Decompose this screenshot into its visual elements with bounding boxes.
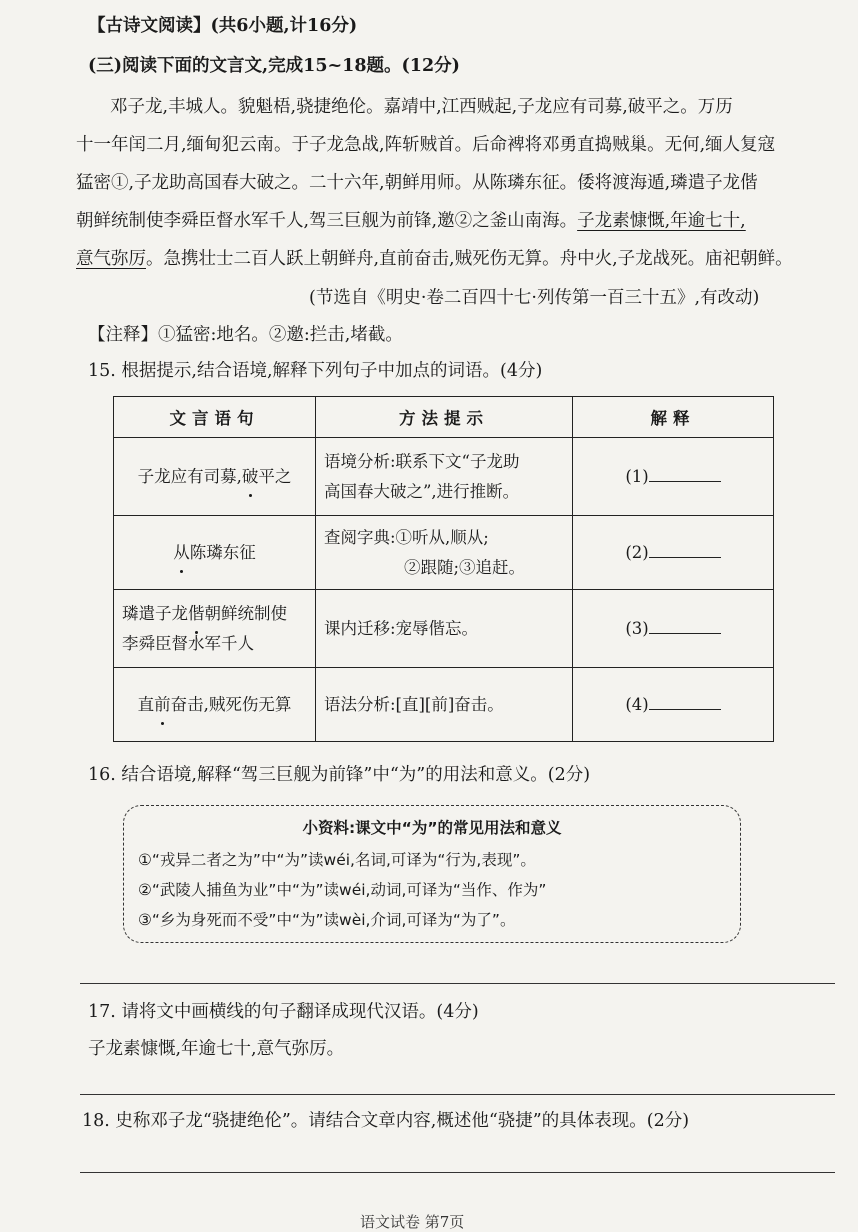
answer-blank-2[interactable]	[649, 541, 721, 558]
table-row	[114, 668, 774, 742]
answer-blank-4[interactable]	[649, 693, 721, 710]
passage-line-5	[76, 247, 793, 271]
answer-blank-1[interactable]	[649, 465, 721, 482]
row-sentence: 直前奋击,贼死伤无算	[114, 668, 316, 742]
row-hint: 查阅字典:①听从,顺从; ②跟随;③追赶。	[316, 516, 573, 590]
info-item-1: ①“戎异二者之为”中“为”读wéi,名词,可译为“行为,表现”。	[138, 851, 536, 869]
dotted-word: 从	[173, 538, 190, 568]
table-row	[114, 438, 774, 516]
answer-blank-3[interactable]	[649, 617, 721, 634]
dotted-word: 前	[154, 690, 171, 720]
sub-header: (三)阅读下面的文言文,完成15~18题。(12分)	[88, 56, 460, 76]
table-header-row	[114, 397, 774, 438]
row-sentence: 从陈璘东征	[114, 516, 316, 590]
passage-line-4	[76, 209, 746, 233]
info-box-title: 小资料:课文中“为”的常见用法和意义	[302, 819, 562, 837]
q17-prompt: 17. 请将文中画横线的句子翻译成现代汉语。(4分)	[88, 1002, 479, 1022]
q17-sentence: 子龙素慷慨,年逾七十,意气弥厉。	[88, 1039, 345, 1059]
passage-source: (节选自《明史·卷二百四十七·列传第一百三十五》,有改动)	[309, 288, 760, 308]
info-box	[123, 805, 741, 943]
answer-line-q16[interactable]	[80, 983, 835, 984]
page-footer: 语文试卷 第7页	[360, 1213, 465, 1231]
table-row	[114, 590, 774, 668]
q16-prompt: 16. 结合语境,解释“驾三巨舰为前锋”中“为”的用法和意义。(2分)	[88, 765, 591, 785]
passage-line-4-text: 朝鲜统制使李舜臣督水军千人,驾三巨舰为前锋,邀②之釜山南海。	[76, 211, 578, 231]
row-answer: (1)	[573, 438, 774, 516]
passage-line-1: 邓子龙,丰城人。貌魁梧,骁捷绝伦。嘉靖中,江西贼起,子龙应有司募,破平之。万历	[110, 97, 733, 117]
header-answer: 解释	[573, 397, 774, 438]
notes: 【注释】①猛密:地名。②邀:拦击,堵截。	[88, 325, 403, 345]
info-item-3: ③“乡为身死而不受”中“为”读wèi,介词,可译为“为了”。	[138, 911, 516, 929]
info-item-2: ②“武陵人捕鱼为业”中“为”读wéi,动词,可译为“当作、作为”	[138, 881, 547, 899]
header-method: 方法提示	[316, 397, 573, 438]
section-header: 【古诗文阅读】(共6小题,计16分)	[88, 16, 358, 36]
row-sentence: 璘遣子龙偕朝鲜统制使 李舜臣督水军千人	[114, 590, 316, 668]
table-row	[114, 516, 774, 590]
underlined-sentence-part-2: 意气弥厉	[76, 249, 146, 269]
row-hint: 课内迁移:宠辱偕忘。	[316, 590, 573, 668]
answer-line-q17[interactable]	[80, 1094, 835, 1095]
row-sentence: 子龙应有司募,破平之	[114, 438, 316, 516]
row-answer: (2)	[573, 516, 774, 590]
passage-line-2: 十一年闰二月,缅甸犯云南。于子龙急战,阵斩贼首。后命裨将邓勇直捣贼巢。无何,缅人复寇	[76, 135, 776, 155]
passage-line-5-text: 。急携壮士二百人跃上朝鲜舟,直前奋击,贼死伤无算。舟中火,子龙战死。庙祀朝鲜。	[146, 249, 793, 269]
passage-line-3: 猛密①,子龙助高国春大破之。二十六年,朝鲜用师。从陈璘东征。倭将渡海遁,璘遣子龙偕	[76, 173, 758, 193]
dotted-word: 破	[242, 462, 259, 492]
row-answer: (4)	[573, 668, 774, 742]
dotted-word: 偕	[188, 599, 205, 629]
q18-prompt: 18. 史称邓子龙“骁捷绝伦”。请结合文章内容,概述他“骁捷”的具体表现。(2分)	[82, 1111, 690, 1131]
row-answer: (3)	[573, 590, 774, 668]
underlined-sentence-part-1: 子龙素慷慨,年逾七十,	[577, 211, 746, 231]
row-hint: 语法分析:[直][前]奋击。	[316, 668, 573, 742]
header-sentence: 文言语句	[114, 397, 316, 438]
q15-table	[113, 396, 774, 742]
row-hint: 语境分析:联系下文“子龙助 高国春大破之”,进行推断。	[316, 438, 573, 516]
answer-line-q18[interactable]	[80, 1172, 835, 1173]
q15-prompt: 15. 根据提示,结合语境,解释下列句子中加点的词语。(4分)	[88, 361, 543, 381]
